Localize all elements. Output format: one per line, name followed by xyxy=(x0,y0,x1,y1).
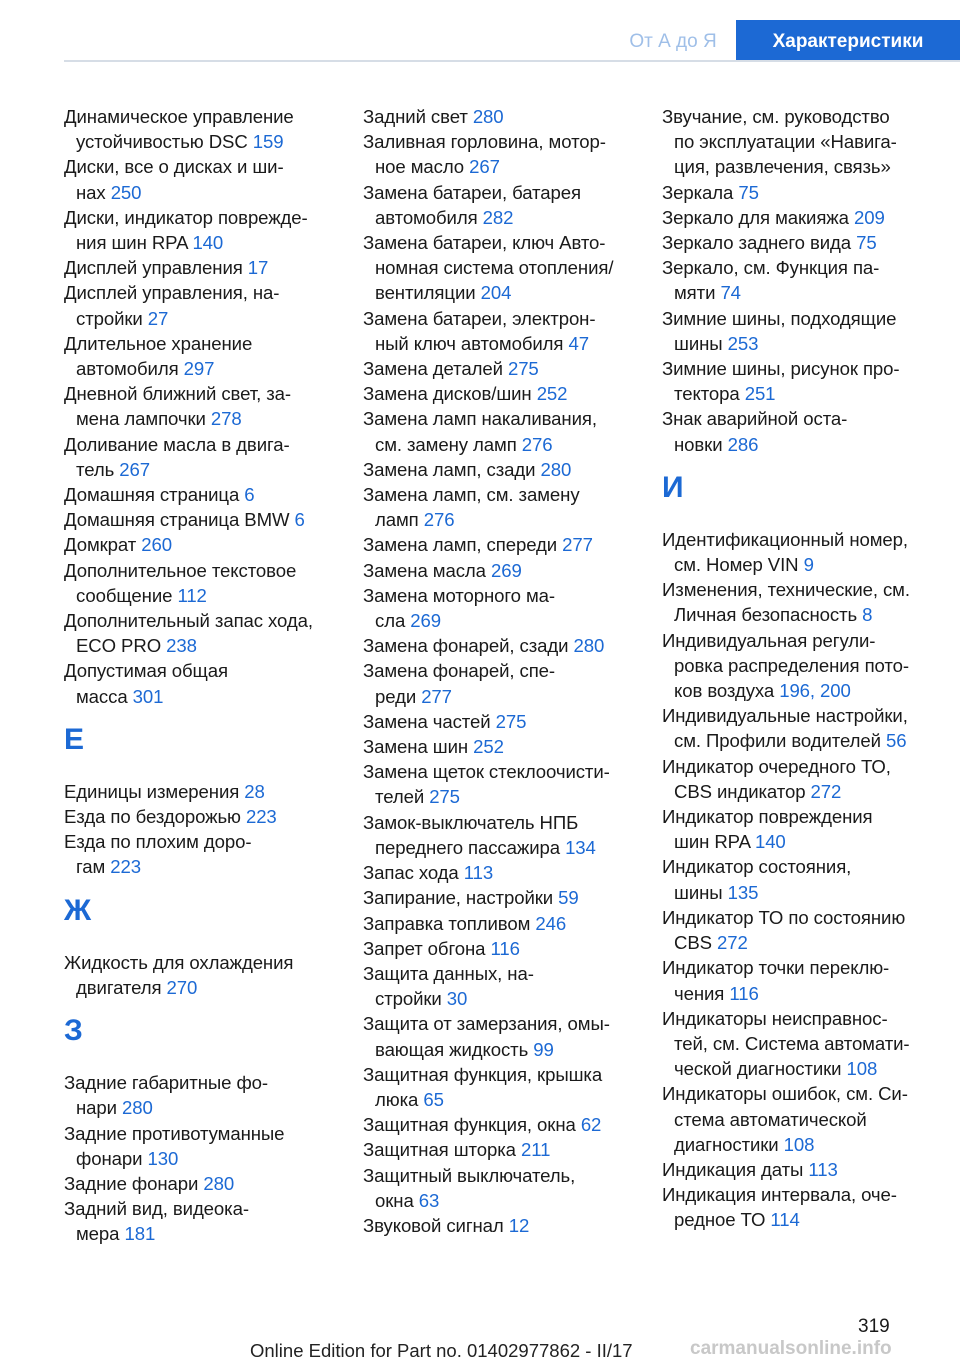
index-entry-text: Замена частей xyxy=(363,710,491,732)
index-entry-text: Индикатор ТО по состоянию CBS xyxy=(662,906,906,954)
index-entry xyxy=(64,154,340,204)
index-entry xyxy=(363,759,639,809)
index-entry-text: Жидкость для охлаждения двигателя xyxy=(64,951,294,998)
index-entry xyxy=(363,911,639,936)
index-entry-text: Замена дисков/шин xyxy=(363,383,532,405)
index-entry xyxy=(662,205,938,230)
index-entry-text: Идентификационный номер, см. Номер VIN xyxy=(662,528,908,576)
index-entry xyxy=(363,936,639,961)
index-entry-text: Заправка топливом xyxy=(363,912,531,934)
index-entry xyxy=(64,331,340,381)
index-entry-text: Индикаторы ошибок, см. Си‐ стема автоматической диагностики xyxy=(662,1083,908,1155)
index-entry xyxy=(363,356,639,381)
index-entry-text: Защита от замерзания, омы‐ вающая жидкость xyxy=(363,1013,610,1060)
index-entry xyxy=(64,1196,340,1246)
index-entry xyxy=(64,1121,340,1171)
index-entry xyxy=(662,854,938,904)
page-link[interactable]: 267 xyxy=(469,156,500,178)
index-entry-text: Индикатор повреждения шин RPA xyxy=(662,806,873,853)
index-entry xyxy=(363,532,639,557)
page-link[interactable]: 108 xyxy=(846,1058,878,1080)
index-entry xyxy=(363,1112,639,1137)
index-entry-text: Замена деталей xyxy=(363,358,503,380)
index-column-3 xyxy=(662,104,938,1233)
index-entry xyxy=(662,1006,938,1082)
index-entry xyxy=(363,104,639,129)
index-entry-text: Дневной ближний свет, за‐ мена лампочки xyxy=(64,383,291,430)
index-entry xyxy=(363,860,639,885)
index-entry xyxy=(64,558,340,608)
page-link[interactable]: 280 xyxy=(540,458,572,480)
page-link[interactable]: 272 xyxy=(717,932,748,954)
index-entry-text: Зимние шины, рисунок про‐ тектора xyxy=(662,358,900,405)
index-entry-text: Знак аварийной оста‐ новки xyxy=(662,408,848,455)
page-link[interactable]: 251 xyxy=(744,383,776,405)
page-link[interactable]: 269 xyxy=(490,559,522,581)
page-link[interactable]: 223 xyxy=(245,806,277,828)
index-entry-text: Звучание, см. руководство по эксплуатации «Навига‐ ция, развлечения, связь» xyxy=(662,106,897,178)
page-link[interactable]: 252 xyxy=(473,736,504,758)
index-entry xyxy=(64,950,340,1000)
page-link[interactable]: 280 xyxy=(203,1172,235,1194)
index-entry-text: Задние фонари xyxy=(64,1172,199,1194)
index-entry-text: Диски, все о дисках и ши‐ нах xyxy=(64,156,284,203)
page-link[interactable]: 130 xyxy=(147,1147,179,1169)
page-link[interactable]: 140 xyxy=(754,831,786,853)
page-link[interactable]: 275 xyxy=(429,786,460,808)
index-entry-text: Длительное хранение автомобиля xyxy=(64,332,253,380)
index-entry-text: Зеркало для макияжа xyxy=(662,206,849,228)
page-link[interactable]: 277 xyxy=(562,534,593,556)
index-entry-text: Замена батареи, электрон‐ ный ключ автомобиля xyxy=(363,307,596,354)
index-letter-heading: И xyxy=(662,470,684,504)
page-link[interactable]: 272 xyxy=(810,780,842,802)
page-link[interactable]: 276 xyxy=(423,509,455,531)
index-entry xyxy=(64,658,340,708)
page-link[interactable]: 223 xyxy=(110,856,142,878)
page-link[interactable]: 17 xyxy=(247,257,269,279)
index-entry xyxy=(64,432,340,482)
page-link[interactable]: 116 xyxy=(490,937,520,959)
index-entry xyxy=(363,709,639,734)
index-entry-text: Замена ламп, спереди xyxy=(363,534,558,556)
index-entry-text: Индикатор точки переклю‐ чения xyxy=(662,957,890,1004)
index-entry-text: Замена шин xyxy=(363,736,469,758)
index-entry xyxy=(662,356,938,406)
index-entry xyxy=(64,104,340,154)
index-entry-text: Индикация интервала, оче‐ редное ТО xyxy=(662,1184,897,1231)
index-entry xyxy=(363,180,639,230)
index-entry-text: Дополнительное текстовое сообщение xyxy=(64,559,297,606)
header-divider xyxy=(64,60,960,62)
index-entry xyxy=(363,406,639,456)
footer-edition: Online Edition for Part no. 01402977862 - II/17 xyxy=(250,1340,633,1361)
index-entry-text: Индикатор состояния, шины xyxy=(662,856,852,903)
index-entry-text: Индивидуальная регули‐ ровка распределения пото‐ ков воздуха xyxy=(662,629,909,702)
index-entry xyxy=(363,734,639,759)
index-entry-text: Единицы измерения xyxy=(64,780,240,802)
index-entry-text: Запас хода xyxy=(363,862,459,884)
page-link[interactable]: 280 xyxy=(573,635,605,657)
page-link[interactable]: 277 xyxy=(421,685,452,707)
index-entry-text: Задний вид, видеока‐ мера xyxy=(64,1198,249,1245)
page-link[interactable]: 62 xyxy=(580,1114,602,1136)
page-link[interactable]: 28 xyxy=(244,780,265,802)
index-entry xyxy=(662,804,938,854)
header-tabs xyxy=(0,20,960,62)
page-link[interactable]: 140 xyxy=(192,232,224,254)
index-entry-text: Замена фонарей, сзади xyxy=(363,635,569,657)
index-entry-text: Замена щеток стеклоочисти‐ телей xyxy=(363,761,610,808)
page-link[interactable]: 63 xyxy=(418,1189,440,1211)
page-link[interactable]: 267 xyxy=(119,458,150,480)
page-link[interactable]: 135 xyxy=(727,881,759,903)
index-entry xyxy=(64,482,340,507)
index-entry-text: Дополнительный запас хода, ECO PRO xyxy=(64,610,313,657)
page-link[interactable]: 27 xyxy=(147,307,169,329)
page-link[interactable]: 65 xyxy=(423,1088,444,1110)
page-link[interactable]: 113 xyxy=(808,1158,838,1180)
index-entry xyxy=(64,280,340,330)
index-entry-text: Замена ламп, сзади xyxy=(363,458,536,480)
page-link[interactable]: 108 xyxy=(783,1133,815,1155)
page-link[interactable]: 260 xyxy=(141,534,172,556)
index-entry-text: Замена моторного ма‐ сла xyxy=(363,584,555,632)
index-entry xyxy=(662,955,938,1005)
index-entry xyxy=(64,1070,340,1120)
index-entry xyxy=(64,507,340,532)
index-entry xyxy=(662,1157,938,1182)
index-entry xyxy=(662,104,938,180)
index-entry-text: Зеркала xyxy=(662,181,734,203)
index-entry-text: Защитная шторка xyxy=(363,1139,516,1161)
page-link[interactable]: 196, 200 xyxy=(779,680,851,702)
index-entry-text: Заливная горловина, мотор‐ ное масло xyxy=(363,131,606,178)
index-entry xyxy=(64,205,340,255)
index-entry-text: Индикаторы неисправнос‐ тей, см. Система автомати‐ ческой диагностики xyxy=(662,1007,910,1080)
page-link[interactable]: 270 xyxy=(166,976,198,998)
index-entry xyxy=(64,804,340,829)
page-number: 319 xyxy=(858,1316,890,1337)
index-entry xyxy=(363,885,639,910)
index-entry-text: Зеркало заднего вида xyxy=(662,232,852,254)
page-link[interactable]: 246 xyxy=(535,912,567,934)
index-entry xyxy=(363,658,639,708)
index-entry-text: Зеркало, см. Функция па‐ мяти xyxy=(662,257,880,304)
page-link[interactable]: 278 xyxy=(210,408,242,430)
page-link[interactable]: 204 xyxy=(480,282,512,304)
index-entry xyxy=(363,633,639,658)
index-entry-text: Домкрат xyxy=(64,534,137,556)
index-entry-text: Запирание, настройки xyxy=(363,887,554,909)
page-link[interactable]: 297 xyxy=(183,358,215,380)
index-entry xyxy=(662,577,938,627)
index-letter-heading: З xyxy=(64,1014,83,1048)
page-link[interactable]: 114 xyxy=(770,1209,800,1231)
page-link[interactable]: 74 xyxy=(720,282,741,304)
index-entry xyxy=(662,1182,938,1232)
index-entry xyxy=(363,230,639,306)
index-entry xyxy=(363,1213,639,1238)
index-entry xyxy=(662,628,938,704)
page-link[interactable]: 282 xyxy=(482,206,514,228)
page-link[interactable]: 75 xyxy=(856,232,877,254)
page-link[interactable]: 280 xyxy=(472,106,504,127)
index-entry-text: Защитная функция, окна xyxy=(363,1114,576,1136)
tab-a-to-z[interactable]: От А до Я xyxy=(629,31,717,52)
index-entry-text: Замена фонарей, спе‐ реди xyxy=(363,660,556,707)
page-link[interactable]: 30 xyxy=(446,988,468,1010)
index-entry-text: Замена батареи, батарея автомобиля xyxy=(363,181,581,228)
page-link[interactable]: 112 xyxy=(177,584,207,606)
index-entry xyxy=(662,180,938,205)
page-link[interactable]: 280 xyxy=(122,1097,153,1119)
index-column-1 xyxy=(64,104,340,1247)
page-link[interactable]: 253 xyxy=(727,332,759,354)
page-link[interactable]: 238 xyxy=(166,635,197,657)
index-entry-text: Езда по бездорожью xyxy=(64,806,241,828)
index-entry-text: Изменения, технические, см. Личная безопасность xyxy=(662,579,910,626)
page-link[interactable]: 75 xyxy=(738,181,759,203)
index-entry-text: Замена ламп, см. замену ламп xyxy=(363,484,580,531)
index-entry-text: Индикация даты xyxy=(662,1158,804,1180)
page-link[interactable]: 47 xyxy=(568,332,589,354)
index-entry-text: Домашняя страница xyxy=(64,484,240,506)
page-link[interactable]: 6 xyxy=(244,484,255,506)
index-entry xyxy=(363,1137,639,1162)
index-entry xyxy=(662,230,938,255)
index-entry xyxy=(363,583,639,633)
index-entry-text: Дисплей управления, на‐ стройки xyxy=(64,282,280,329)
page-link[interactable]: 209 xyxy=(853,206,885,228)
index-entry xyxy=(662,1081,938,1157)
index-entry-text: Дисплей управления xyxy=(64,257,243,279)
index-entry xyxy=(64,381,340,431)
index-letter-heading: Ж xyxy=(64,893,92,927)
index-entry-text: Звуковой сигнал xyxy=(363,1214,504,1236)
index-entry xyxy=(363,1011,639,1061)
page-link[interactable]: 301 xyxy=(132,685,164,707)
page-link[interactable]: 159 xyxy=(252,131,284,153)
index-entry-text: Замена ламп накаливания, см. замену ламп xyxy=(363,408,597,455)
index-entry xyxy=(363,1163,639,1213)
index-entry-text: Диски, индикатор поврежде‐ ния шин RPA xyxy=(64,206,308,254)
page-link[interactable]: 211 xyxy=(521,1139,551,1161)
page-link[interactable]: 12 xyxy=(508,1214,530,1236)
index-entry xyxy=(64,1171,340,1196)
index-entry-text: Задние противотуманные фонари xyxy=(64,1122,285,1169)
page-link[interactable]: 6 xyxy=(294,509,305,531)
index-entry-text: Зимние шины, подходящие шины xyxy=(662,307,897,354)
index-entry-text: Защита данных, на‐ стройки xyxy=(363,962,534,1010)
index-entry xyxy=(64,532,340,557)
index-entry-text: Замена батареи, ключ Авто‐ номная система отопления/ вентиляции xyxy=(363,232,614,304)
index-entry xyxy=(363,961,639,1011)
index-entry xyxy=(64,255,340,280)
page-link[interactable]: 252 xyxy=(536,383,568,405)
index-entry-text: Доливание масла в двига‐ тель xyxy=(64,433,290,480)
index-entry-text: Индивидуальные настройки, см. Профили водителей xyxy=(662,705,908,752)
page-link[interactable]: 250 xyxy=(110,181,142,203)
page-link[interactable]: 286 xyxy=(727,433,759,455)
index-entry xyxy=(662,406,938,456)
index-entry xyxy=(64,608,340,658)
index-entry xyxy=(363,129,639,179)
page-link[interactable]: 99 xyxy=(533,1038,554,1060)
page-link[interactable]: 275 xyxy=(507,358,539,380)
index-entry xyxy=(662,527,938,577)
page-link[interactable]: 113 xyxy=(463,862,494,884)
index-entry-text: Замок-выключатель НПБ переднего пассажира xyxy=(363,811,579,858)
index-entry-text: Динамическое управление устойчивостью DSC xyxy=(64,106,294,153)
index-letter-heading: Е xyxy=(64,722,85,756)
page-link[interactable]: 181 xyxy=(124,1223,156,1245)
index-entry xyxy=(662,703,938,753)
index-entry xyxy=(363,482,639,532)
index-entry-text: Замена масла xyxy=(363,559,486,581)
index-entry-text: Допустимая общая масса xyxy=(64,660,228,707)
index-entry xyxy=(64,779,340,804)
watermark: carmanualsonline.info xyxy=(690,1338,892,1359)
page-link[interactable]: 9 xyxy=(803,554,814,576)
page-link[interactable]: 8 xyxy=(862,604,873,626)
index-entry xyxy=(363,381,639,406)
index-entry-text: Защитный выключатель, окна xyxy=(363,1164,576,1211)
index-entry xyxy=(363,457,639,482)
index-entry xyxy=(363,1062,639,1112)
index-entry xyxy=(363,558,639,583)
page-link[interactable]: 269 xyxy=(410,610,441,632)
index-entry-text: Защитная функция, крышка люка xyxy=(363,1063,603,1110)
page-link[interactable]: 275 xyxy=(495,710,527,732)
tab-specifications[interactable]: Характеристики xyxy=(736,20,960,62)
index-entry-text: Езда по плохим доро‐ гам xyxy=(64,831,252,878)
page-link[interactable]: 276 xyxy=(521,433,553,455)
index-entry xyxy=(363,810,639,860)
index-entry-text: Запрет обгона xyxy=(363,937,486,959)
index-entry-text: Домашняя страница BMW xyxy=(64,509,290,531)
index-entry xyxy=(662,905,938,955)
page-link[interactable]: 134 xyxy=(565,836,596,858)
index-entry-text: Задние габаритные фо‐ нари xyxy=(64,1072,268,1119)
index-entry xyxy=(363,306,639,356)
index-column-2 xyxy=(363,104,639,1238)
index-entry-text: Индикатор очередного ТО, CBS индикатор xyxy=(662,755,891,802)
page-link[interactable]: 116 xyxy=(729,982,759,1004)
index-entry-text: Задний свет xyxy=(363,106,468,127)
page-link[interactable]: 59 xyxy=(558,887,579,909)
index-entry xyxy=(64,829,340,879)
index-entry xyxy=(662,306,938,356)
page-link[interactable]: 56 xyxy=(885,730,907,752)
index-entry xyxy=(662,754,938,804)
index-entry xyxy=(662,255,938,305)
